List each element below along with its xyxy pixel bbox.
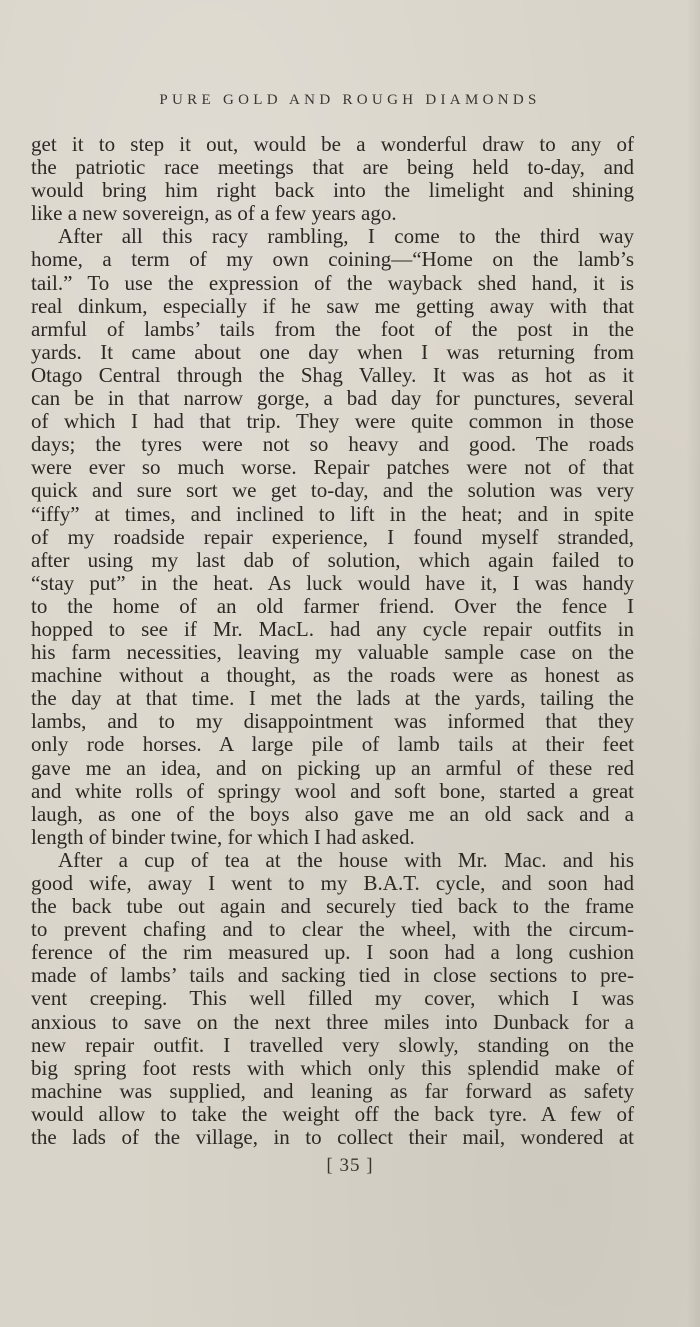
- text-line: anxious to save on the next three miles into Dunback for a: [31, 1009, 634, 1034]
- text-line: the patriotic race meetings that are being held to-day, and: [31, 155, 634, 180]
- text-line: laugh, as one of the boys also gave me an old sack and a: [31, 801, 634, 826]
- text-line: ference of the rim measured up. I soon had a long cushion: [31, 940, 634, 965]
- text-line: to prevent chafing and to clear the wheel, with the circum-: [31, 917, 634, 942]
- text-line: home, a term of my own coining—“Home on the lamb’s: [31, 247, 634, 272]
- text-line: would bring him right back into the limelight and shining: [31, 178, 634, 203]
- text-line: to the home of an old farmer friend. Over the fence I: [31, 593, 634, 618]
- text-line: and white rolls of springy wool and soft bone, started a great: [31, 778, 634, 803]
- text-line: armful of lambs’ tails from the foot of the post in the: [31, 316, 634, 341]
- text-line: after using my last dab of solution, which again failed to: [31, 547, 634, 572]
- text-line: made of lambs’ tails and sacking tied in close sections to pre-: [31, 963, 634, 988]
- text-line: quick and sure sort we get to-day, and the solution was very: [31, 478, 634, 503]
- text-line: Otago Central through the Shag Valley. It was as hot as it: [31, 362, 634, 387]
- text-line: days; the tyres were not so heavy and good. The roads: [31, 432, 634, 457]
- text-line: big spring foot rests with which only this splendid make of: [31, 1055, 634, 1080]
- text-line: can be in that narrow gorge, a bad day for punctures, several: [31, 386, 634, 411]
- text-line: new repair outfit. I travelled very slowly, standing on the: [31, 1032, 634, 1057]
- text-line: good wife, away I went to my B.A.T. cycle, and soon had: [31, 871, 634, 895]
- text-line: machine was supplied, and leaning as far forward as safety: [31, 1078, 634, 1103]
- text-line: of my roadside repair experience, I found myself stranded,: [31, 524, 634, 549]
- text-line: lambs, and to my disappointment was informed that they: [31, 709, 634, 734]
- body-text: [31, 133, 634, 1149]
- text-line: vent creeping. This well filled my cover, which I was: [31, 986, 634, 1011]
- text-line: the lads of the village, in to collect their mail, wondered at: [31, 1125, 634, 1150]
- text-line: hopped to see if Mr. MacL. had any cycle repair outfits in: [31, 616, 634, 641]
- text-line: would allow to take the weight off the back tyre. A few of: [31, 1101, 634, 1126]
- text-line: real dinkum, especially if he saw me getting away with that: [31, 293, 634, 318]
- page-number: [ 35 ]: [326, 1155, 374, 1176]
- text-line: gave me an idea, and on picking up an armful of these red: [31, 755, 634, 780]
- text-line: only rode horses. A large pile of lamb tails at their feet: [31, 732, 634, 757]
- text-line: After all this racy rambling, I come to the third way: [58, 224, 634, 249]
- text-line: like a new sovereign, as of a few years ago.: [31, 201, 397, 226]
- text-line: yards. It came about one day when I was returning from: [31, 339, 634, 364]
- text-line: the day at that time. I met the lads at the yards, tailing the: [31, 686, 634, 711]
- text-line: tail.” To use the expression of the wayback shed hand, it is: [31, 270, 634, 295]
- text-line: get it to step it out, would be a wonderful draw to any of: [31, 132, 634, 156]
- text-line: of which I had that trip. They were quite common in those: [31, 409, 634, 434]
- text-line: machine without a thought, as the roads were as honest as: [31, 663, 634, 688]
- text-line: the back tube out again and securely tied back to the frame: [31, 894, 634, 919]
- text-line: “iffy” at times, and inclined to lift in the heat; and in spite: [31, 501, 634, 526]
- text-line: were ever so much worse. Repair patches were not of that: [31, 455, 634, 480]
- text-line: his farm necessities, leaving my valuable sample case on the: [31, 640, 634, 665]
- text-line: “stay put” in the heat. As luck would have it, I was handy: [31, 570, 634, 595]
- page-edge-shadow: [686, 0, 700, 1327]
- text-line: length of binder twine, for which I had asked.: [31, 824, 415, 849]
- text-line: After a cup of tea at the house with Mr. Mac. and his: [58, 847, 634, 872]
- running-head: PURE GOLD AND ROUGH DIAMONDS: [159, 92, 541, 108]
